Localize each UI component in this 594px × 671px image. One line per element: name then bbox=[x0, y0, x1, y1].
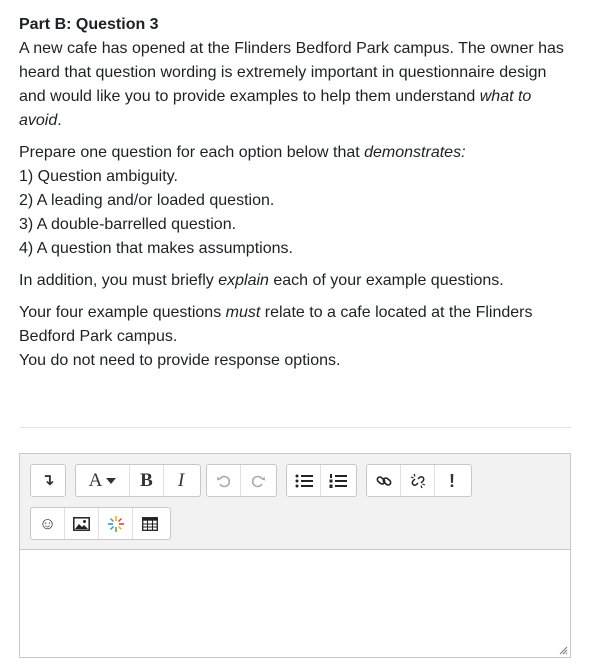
redo-button[interactable] bbox=[241, 465, 275, 496]
paragraph-text: relate to a cafe located at the Flinders Bedford Park campus. bbox=[19, 304, 533, 345]
divider bbox=[19, 427, 571, 428]
font-style-label: A bbox=[88, 469, 103, 491]
toolbar-toggle-button[interactable] bbox=[31, 465, 65, 496]
question-paragraph-2 bbox=[19, 141, 571, 165]
option-item: 4) A question that makes assumptions. bbox=[19, 240, 293, 257]
accessibility-checker-button[interactable] bbox=[435, 465, 469, 496]
toolbar-group-lists bbox=[286, 464, 357, 497]
question-paragraph-5: You do not need to provide response options. bbox=[19, 352, 341, 369]
question-paragraph-1 bbox=[19, 37, 571, 133]
bullet-list-icon bbox=[295, 473, 313, 489]
emphasis-text: must bbox=[225, 304, 261, 321]
toolbar-group-text bbox=[75, 464, 201, 497]
question-title: Part B: Question 3 bbox=[19, 16, 159, 33]
table-button[interactable] bbox=[133, 508, 167, 539]
emoji-button[interactable] bbox=[31, 508, 65, 539]
link-icon bbox=[376, 473, 392, 489]
emphasis-text: what to avoid bbox=[19, 88, 532, 129]
media-button[interactable] bbox=[99, 508, 133, 539]
bullet-list-button[interactable] bbox=[287, 465, 321, 496]
toolbar-toggle-icon: ↴ bbox=[41, 471, 55, 489]
image-icon bbox=[73, 517, 90, 531]
unlink-icon bbox=[410, 473, 426, 489]
paragraph-text: A new cafe has opened at the Flinders Bedford Park campus. The owner has heard that question wording is extremely important in questionnaire design and would like you to provide examples to help them understand bbox=[19, 40, 564, 105]
unlink-button[interactable] bbox=[401, 465, 435, 496]
option-item: 1) Question ambiguity. bbox=[19, 168, 178, 185]
question-text bbox=[19, 13, 571, 373]
bold-label: B bbox=[140, 469, 153, 491]
table-icon bbox=[142, 517, 158, 531]
paragraph-text: Prepare one question for each option below that bbox=[19, 144, 365, 161]
paragraph-text: Your four example questions bbox=[19, 304, 226, 321]
chevron-down-icon bbox=[106, 478, 116, 484]
redo-icon bbox=[250, 473, 266, 489]
editor-toolbar bbox=[20, 454, 570, 550]
italic-button[interactable] bbox=[164, 465, 198, 496]
answer-editor bbox=[19, 453, 571, 658]
font-style-button[interactable] bbox=[76, 465, 130, 496]
toolbar-group-toggle bbox=[30, 464, 66, 497]
paragraph-text: In addition, you must briefly bbox=[19, 272, 219, 289]
option-list bbox=[19, 165, 571, 261]
toolbar-group-links bbox=[366, 464, 472, 497]
option-item: 3) A double-barrelled question. bbox=[19, 216, 237, 233]
undo-icon bbox=[216, 473, 232, 489]
paragraph-text: each of your example questions. bbox=[268, 272, 504, 289]
paragraph-text: . bbox=[57, 112, 62, 129]
resize-grip-icon[interactable] bbox=[559, 646, 568, 655]
media-sparkle-icon bbox=[107, 515, 125, 533]
option-item: 2) A leading and/or loaded question. bbox=[19, 192, 275, 209]
toolbar-group-insert bbox=[30, 507, 171, 540]
undo-button[interactable] bbox=[207, 465, 241, 496]
numbered-list-icon bbox=[329, 473, 347, 489]
numbered-list-button[interactable] bbox=[321, 465, 355, 496]
answer-textarea[interactable] bbox=[20, 550, 570, 657]
question-paragraph-4 bbox=[19, 301, 571, 349]
emoji-icon: ☺ bbox=[38, 513, 57, 533]
exclamation-icon: ! bbox=[449, 470, 455, 491]
question-paragraph-3 bbox=[19, 269, 571, 293]
bold-button[interactable] bbox=[130, 465, 164, 496]
link-button[interactable] bbox=[367, 465, 401, 496]
emphasis-text: demonstrates: bbox=[364, 144, 466, 161]
emphasis-text: explain bbox=[218, 272, 269, 289]
italic-label: I bbox=[177, 469, 185, 491]
image-button[interactable] bbox=[65, 508, 99, 539]
toolbar-group-history bbox=[206, 464, 277, 497]
